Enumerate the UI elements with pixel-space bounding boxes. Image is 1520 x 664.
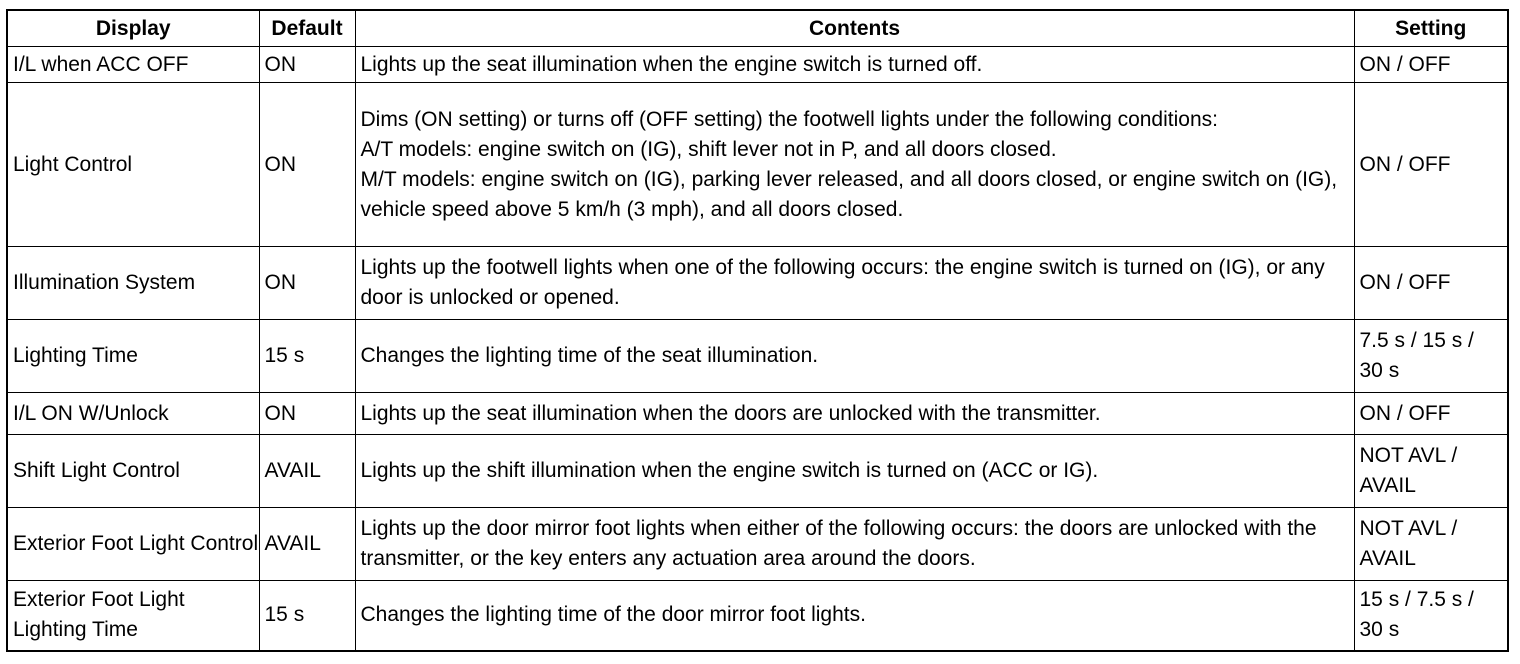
table-row: [7, 83, 1508, 247]
cell-setting: 7.5 s / 15 s / 30 s: [1354, 320, 1508, 393]
cell-display: Shift Light Control: [7, 435, 259, 508]
header-display: Display: [7, 10, 259, 47]
contents-line: A/T models: engine switch on (IG), shift lever not in P, and all doors closed.: [360, 137, 1057, 161]
table-row: [7, 508, 1508, 581]
table-row: [7, 435, 1508, 508]
cell-setting: 15 s / 7.5 s / 30 s: [1354, 581, 1508, 651]
customize-settings-table: [6, 9, 1509, 652]
cell-default: ON: [259, 47, 355, 83]
table-row: [7, 393, 1508, 435]
cell-default: AVAIL: [259, 435, 355, 508]
cell-display: I/L when ACC OFF: [7, 47, 259, 83]
cell-contents: [355, 47, 1354, 83]
cell-display: I/L ON W/Unlock: [7, 393, 259, 435]
header-default: Default: [259, 10, 355, 47]
cell-default: ON: [259, 247, 355, 320]
cell-contents: [355, 435, 1354, 508]
contents-line: Changes the lighting time of the seat illumination.: [360, 344, 819, 367]
cell-display: Exterior Foot Light Control: [7, 508, 259, 581]
cell-display: Exterior Foot Light Lighting Time: [7, 581, 259, 651]
cell-contents: [355, 247, 1354, 320]
header-contents: Contents: [355, 10, 1354, 47]
cell-setting: ON / OFF: [1354, 83, 1508, 247]
contents-line: Changes the lighting time of the door mirror foot lights.: [360, 603, 866, 627]
cell-default: 15 s: [259, 320, 355, 393]
cell-default: 15 s: [259, 581, 355, 651]
cell-setting: ON / OFF: [1354, 247, 1508, 320]
cell-default: AVAIL: [259, 508, 355, 581]
table-row: [7, 247, 1508, 320]
table-row: [7, 581, 1508, 651]
header-setting: Setting: [1354, 10, 1508, 47]
contents-line: Lights up the door mirror foot lights when either of the following occurs: the doors are unlocked with the transmitter, or the key enters any actuation area around the doors.: [360, 517, 1317, 570]
cell-display: Lighting Time: [7, 320, 259, 393]
cell-contents: [355, 581, 1354, 651]
contents-line: Lights up the shift illumination when the engine switch is turned on (ACC or IG).: [360, 459, 1099, 482]
contents-line: M/T models: engine switch on (IG), parking lever released, and all doors closed, or engine switch on (IG), vehicle speed above 5 km/h (3 mph), and all doors closed.: [360, 167, 1338, 221]
cell-setting: ON / OFF: [1354, 393, 1508, 435]
contents-line: Lights up the footwell lights when one of the following occurs: the engine switch is turned on (IG), or any door is unlocked or opened.: [360, 256, 1325, 309]
cell-contents: [355, 393, 1354, 435]
cell-setting: ON / OFF: [1354, 47, 1508, 83]
table-header-row: [7, 10, 1508, 47]
cell-contents: [355, 83, 1354, 247]
cell-contents: [355, 508, 1354, 581]
contents-line: Lights up the seat illumination when the engine switch is turned off.: [360, 52, 983, 76]
cell-default: ON: [259, 393, 355, 435]
cell-setting: NOT AVL / AVAIL: [1354, 508, 1508, 581]
cell-display: Illumination System: [7, 247, 259, 320]
table-row: [7, 320, 1508, 393]
table-row: [7, 47, 1508, 83]
cell-setting: NOT AVL / AVAIL: [1354, 435, 1508, 508]
cell-contents: [355, 320, 1354, 393]
cell-default: ON: [259, 83, 355, 247]
contents-line: Lights up the seat illumination when the doors are unlocked with the transmitter.: [360, 401, 1101, 425]
settings-table-container: [6, 9, 1509, 652]
cell-display: Light Control: [7, 83, 259, 247]
contents-line: Dims (ON setting) or turns off (OFF setting) the footwell lights under the following conditions:: [360, 107, 1218, 131]
